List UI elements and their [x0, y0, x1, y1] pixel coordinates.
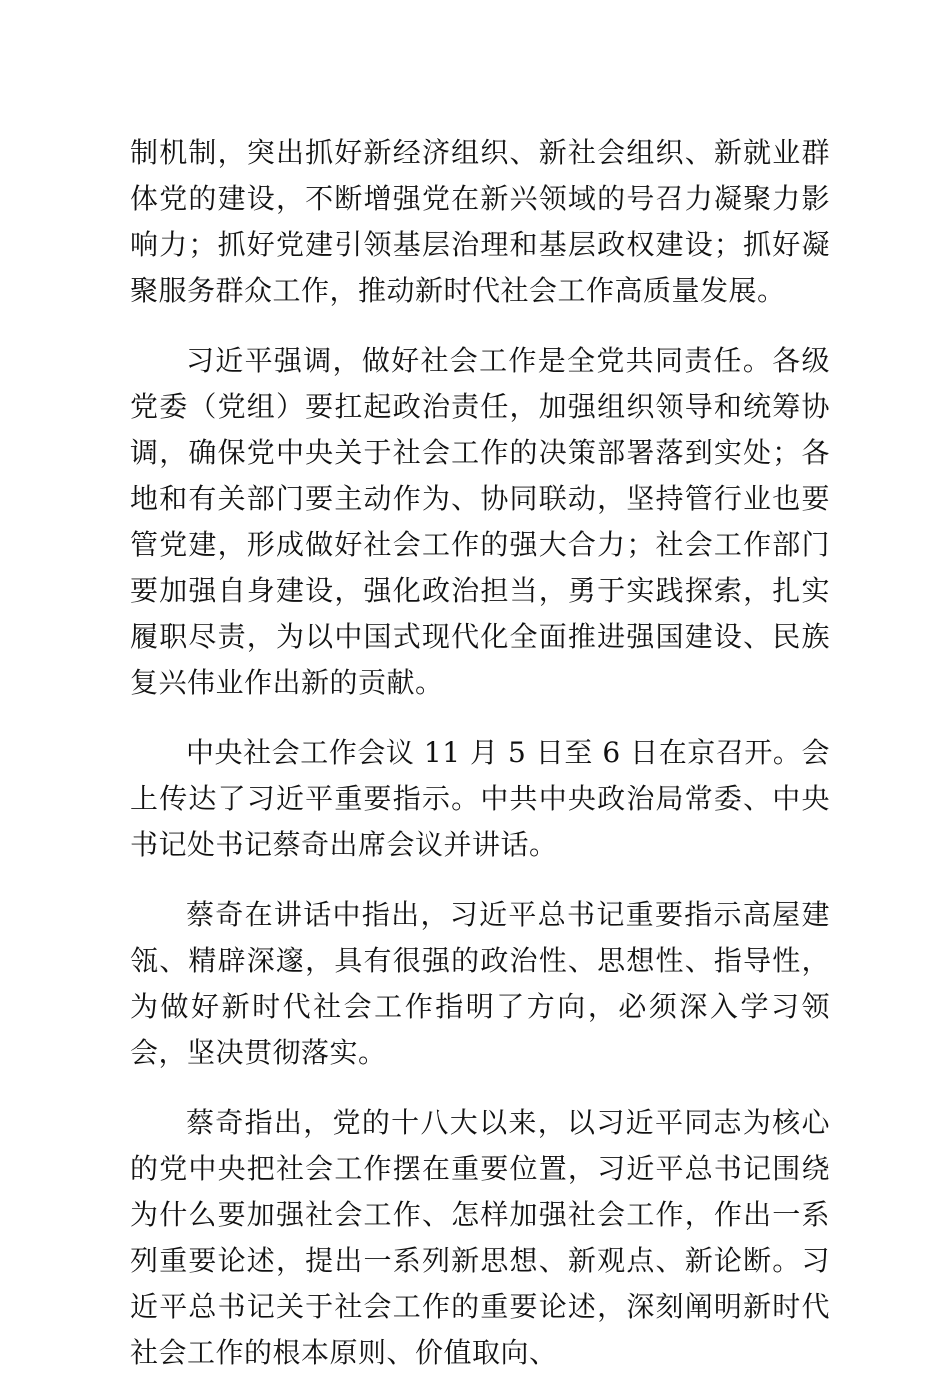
paragraph-4: 蔡奇在讲话中指出，习近平总书记重要指示高屋建瓴、精辟深邃，具有很强的政治性、思想性、指导性，为做好新时代社会工作指明了方向，必须深入学习领会，坚决贯彻落实。	[130, 898, 830, 1069]
paragraph-1: 制机制，突出抓好新经济组织、新社会组织、新就业群体党的建设，不断增强党在新兴领域的号召力凝聚力影响力；抓好党建引领基层治理和基层政权建设；抓好凝聚服务群众工作，推动新时代社会工作高质量发展。	[130, 136, 830, 307]
paragraph-2: 习近平强调，做好社会工作是全党共同责任。各级党委（党组）要扛起政治责任，加强组织领导和统筹协调，确保党中央关于社会工作的决策部署落到实处；各地和有关部门要主动作为、协同联动，坚持管行业也要管党建，形成做好社会工作的强大合力；社会工作部门要加强自身建设，强化政治担当，勇于实践探索，扎实履职尽责，为以中国式现代化全面推进强国建设、民族复兴伟业作出新的贡献。	[130, 344, 830, 699]
paragraph-5: 蔡奇指出，党的十八大以来，以习近平同志为核心的党中央把社会工作摆在重要位置，习近平总书记围绕为什么要加强社会工作、怎样加强社会工作，作出一系列重要论述，提出一系列新思想、新观点、新论断。习近平总书记关于社会工作的重要论述，深刻阐明新时代社会工作的根本原则、价值取向、	[130, 1106, 830, 1369]
document-body	[130, 130, 830, 1400]
paragraph-3: 中央社会工作会议 11 月 5 日至 6 日在京召开。会上传达了习近平重要指示。中共中央政治局常委、中央书记处书记蔡奇出席会议并讲话。	[130, 736, 830, 861]
